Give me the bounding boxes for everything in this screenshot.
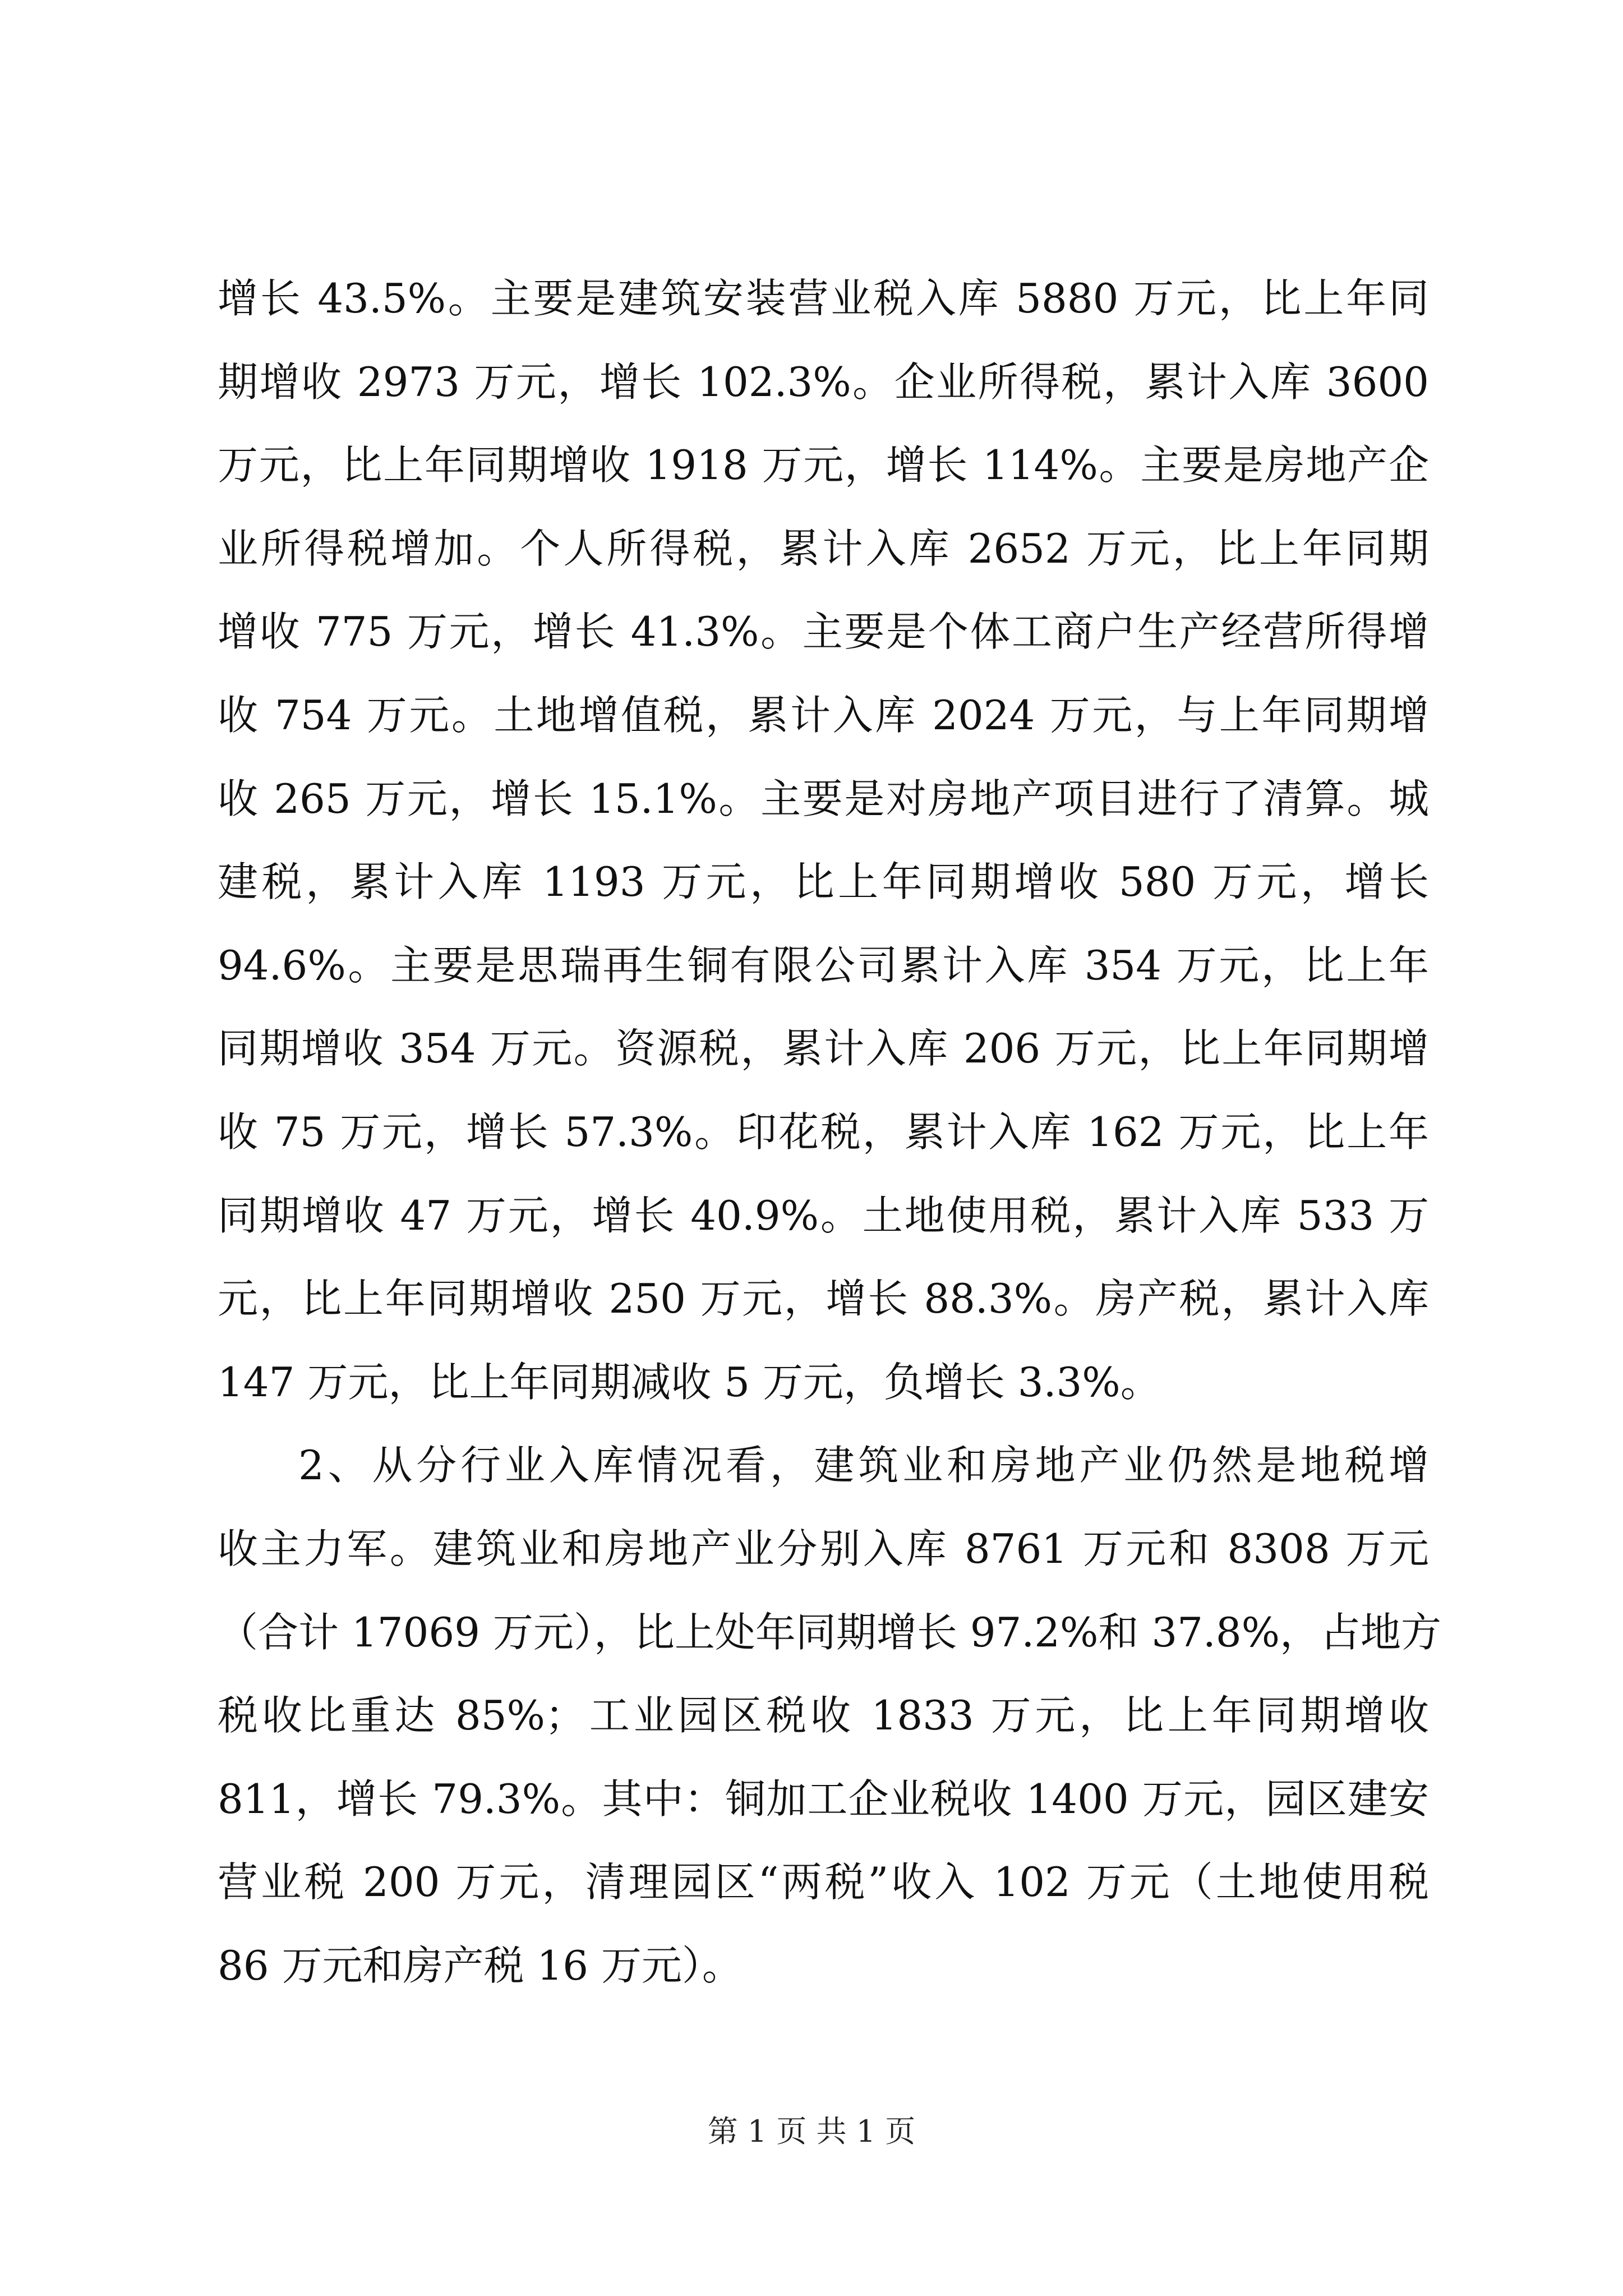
text-line: 期增收 2973 万元，增长 102.3%。企业所得税，累计入库 3600: [218, 358, 1429, 406]
text-line: 收 75 万元，增长 57.3%。印花税，累计入库 162 万元，比上年: [218, 1108, 1429, 1156]
text-line: 147 万元，比上年同期减收 5 万元，负增长 3.3%。: [218, 1358, 1161, 1406]
text-line: 万元，比上年同期增收 1918 万元，增长 114%。主要是房地产企: [218, 441, 1429, 489]
text-line: 增收 775 万元，增长 41.3%。主要是个体工商户生产经营所得增: [218, 608, 1429, 656]
text-line: 86 万元和房产税 16 万元）。: [218, 1941, 743, 1989]
text-line: 业所得税增加。个人所得税，累计入库 2652 万元，比上年同期: [218, 524, 1429, 572]
text-line: 811，增长 79.3%。其中：铜加工企业税收 1400 万元，园区建安: [218, 1775, 1429, 1823]
text-line: 收 265 万元，增长 15.1%。主要是对房地产项目进行了清算。城: [218, 775, 1429, 822]
paragraph-first-line: 2、从分行业入库情况看，建筑业和房地产业仍然是地税增: [298, 1442, 1429, 1489]
text-line: 94.6%。主要是思瑞再生铜有限公司累计入库 354 万元，比上年: [218, 941, 1429, 989]
text-line: 收 754 万元。土地增值税，累计入库 2024 万元，与上年同期增: [218, 691, 1429, 739]
text-line: 税收比重达 85%；工业园区税收 1833 万元，比上年同期增收: [218, 1692, 1429, 1740]
text-line: 同期增收 354 万元。资源税，累计入库 206 万元，比上年同期增: [218, 1025, 1429, 1073]
text-line: （合计 17069 万元），比上处年同期增长 97.2%和 37.8%，占地方: [218, 1608, 1442, 1656]
text-line: 元，比上年同期增收 250 万元，增长 88.3%。房产税，累计入库: [218, 1275, 1429, 1323]
text-line: 同期增收 47 万元，增长 40.9%。土地使用税，累计入库 533 万: [218, 1191, 1429, 1239]
body-text: [218, 257, 1442, 2007]
text-line: 建税，累计入库 1193 万元，比上年同期增收 580 万元，增长: [218, 858, 1429, 906]
page-number-footer: 第 1 页 共 1 页: [707, 2114, 916, 2149]
text-line: 收主力军。建筑业和房地产业分别入库 8761 万元和 8308 万元: [218, 1525, 1429, 1572]
text-line: 增长 43.5%。主要是建筑安装营业税入库 5880 万元，比上年同: [218, 275, 1429, 322]
text-line: 营业税 200 万元，清理园区“两税”收入 102 万元（土地使用税: [218, 1858, 1429, 1906]
